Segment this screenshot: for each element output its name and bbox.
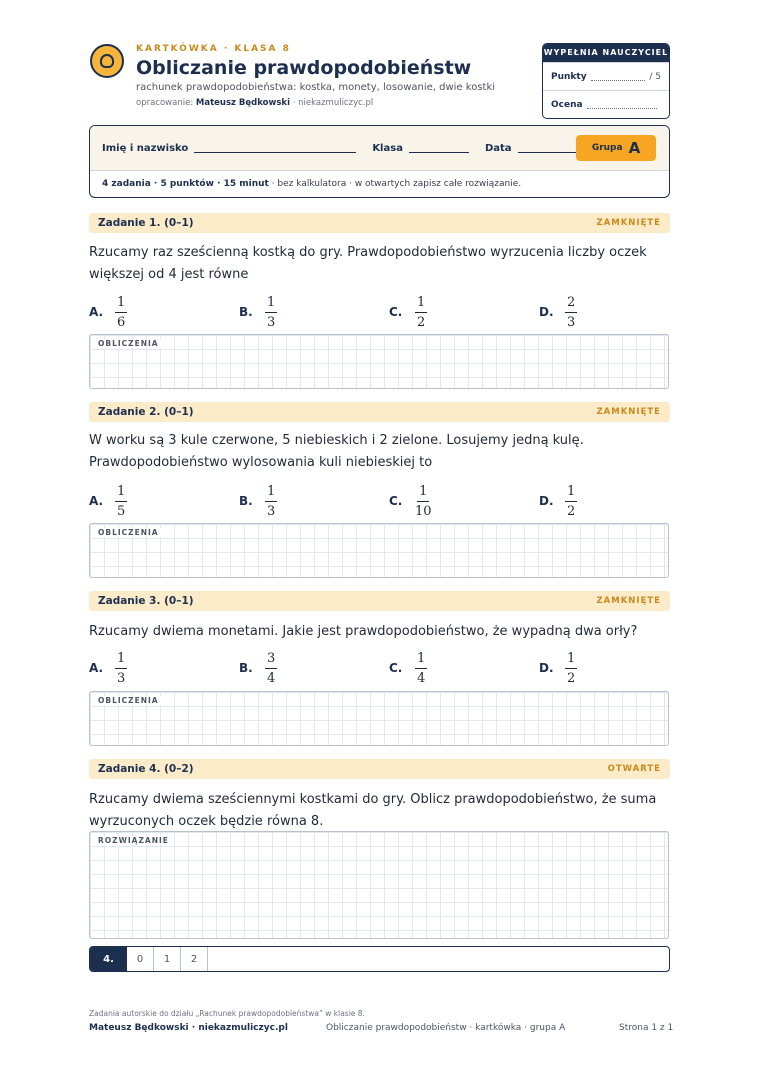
author-name: Mateusz Będkowski [195, 98, 291, 108]
points-row: Punkty / 5 [543, 62, 669, 90]
task-1-option-d[interactable]: D. $\frac{2}{3}$ [539, 294, 576, 330]
kicker: KARTKÓWKA · KLASA 8 [136, 44, 291, 54]
task-1-option-a[interactable]: A. $\frac{1}{6}$ [89, 294, 126, 330]
task-4-header: Zadanie 4. (0–2) OTWARTE [89, 759, 670, 779]
task-2-option-d[interactable]: D. $\frac{1}{2}$ [539, 483, 576, 519]
group-badge: Grupa A [576, 135, 656, 161]
task-2-option-b[interactable]: B. $\frac{1}{3}$ [239, 483, 276, 519]
score-option-0[interactable]: 0 [127, 947, 154, 971]
task-1-header: Zadanie 1. (0–1) ZAMKNIĘTE [89, 213, 670, 233]
grade-row: Ocena [543, 90, 669, 118]
task-3-option-b[interactable]: B. $\frac{3}{4}$ [239, 650, 276, 686]
byline: opracowanie: Mateusz Będkowski · niekazmuliczyc.pl [136, 98, 374, 108]
task-3-header: Zadanie 3. (0–1) ZAMKNIĘTE [89, 591, 670, 611]
task-1-options [89, 292, 689, 332]
footer-page: Strona 1 z 1 [619, 1023, 674, 1033]
task-2-option-c[interactable]: C. $\frac{1}{10}$ [389, 483, 432, 519]
task-4-score-row [89, 946, 670, 972]
task-3-option-c[interactable]: C. $\frac{1}{4}$ [389, 650, 426, 686]
test-summary: 4 zadania · 5 punktów · 15 minut · bez kalkulatora · w otwartych zapisz całe rozwiązanie. [102, 179, 522, 189]
score-task-number: 4. [90, 947, 127, 971]
task-1-option-b[interactable]: B. $\frac{1}{3}$ [239, 294, 276, 330]
lightbulb-logo-icon [90, 44, 124, 78]
footer-author: Mateusz Będkowski · niekazmuliczyc.pl [89, 1023, 288, 1033]
task-3-options [89, 648, 689, 688]
task-3-work-area[interactable]: OBLICZENIA [89, 691, 669, 746]
task-3-option-a[interactable]: A. $\frac{1}{3}$ [89, 650, 126, 686]
task-2-header: Zadanie 2. (0–1) ZAMKNIĘTE [89, 402, 670, 422]
teacher-box [542, 43, 670, 119]
name-label: Imię i nazwisko [102, 142, 189, 154]
name-field[interactable] [194, 143, 356, 153]
class-label: Klasa [372, 142, 403, 154]
task-2-option-a[interactable]: A. $\frac{1}{5}$ [89, 483, 126, 519]
teacher-box-title: WYPEŁNIA NAUCZYCIEL [543, 44, 669, 62]
task-1-text: Rzucamy raz sześcienną kostką do gry. Prawdopodobieństwo wyrzucenia liczby oczek większej od 4 jest równe [89, 245, 647, 282]
student-box [89, 125, 670, 198]
score-option-1[interactable]: 1 [154, 947, 181, 971]
footer-document: Obliczanie prawdopodobieństw · kartkówka · grupa A [326, 1023, 566, 1033]
points-field[interactable] [591, 73, 646, 81]
footer-note: Zadania autorskie do działu „Rachunek prawdopodobieństwa” w klasie 8. [89, 1009, 365, 1018]
date-field[interactable] [518, 143, 582, 153]
page-title: Obliczanie prawdopodobieństw [136, 57, 472, 79]
task-1-work-area[interactable]: OBLICZENIA [89, 334, 669, 389]
date-label: Data [484, 142, 512, 154]
task-2-work-area[interactable]: OBLICZENIA [89, 523, 669, 578]
task-4-text: Rzucamy dwiema sześciennymi kostkami do gry. Oblicz prawdopodobieństwo, że suma wyrzuconych oczek będzie równa 8. [89, 792, 657, 829]
task-2-text: W worku są 3 kule czerwone, 5 niebieskich i 2 zielone. Losujemy jedną kulę. Prawdopodobieństwo wylosowania kuli niebieskiej to [89, 433, 584, 470]
class-field[interactable] [409, 143, 469, 153]
page-subtitle: rachunek prawdopodobieństwa: kostka, monety, losowanie, dwie kostki [136, 82, 496, 93]
task-3-text: Rzucamy dwiema monetami. Jakie jest prawdopodobieństwo, że wypadną dwa orły? [89, 624, 638, 639]
task-2-options [89, 481, 689, 521]
task-4-work-area[interactable]: ROZWIĄZANIE [89, 831, 669, 939]
task-1-option-c[interactable]: C. $\frac{1}{2}$ [389, 294, 426, 330]
grade-field[interactable] [587, 101, 657, 109]
score-option-2[interactable]: 2 [181, 947, 208, 971]
task-3-option-d[interactable]: D. $\frac{1}{2}$ [539, 650, 576, 686]
